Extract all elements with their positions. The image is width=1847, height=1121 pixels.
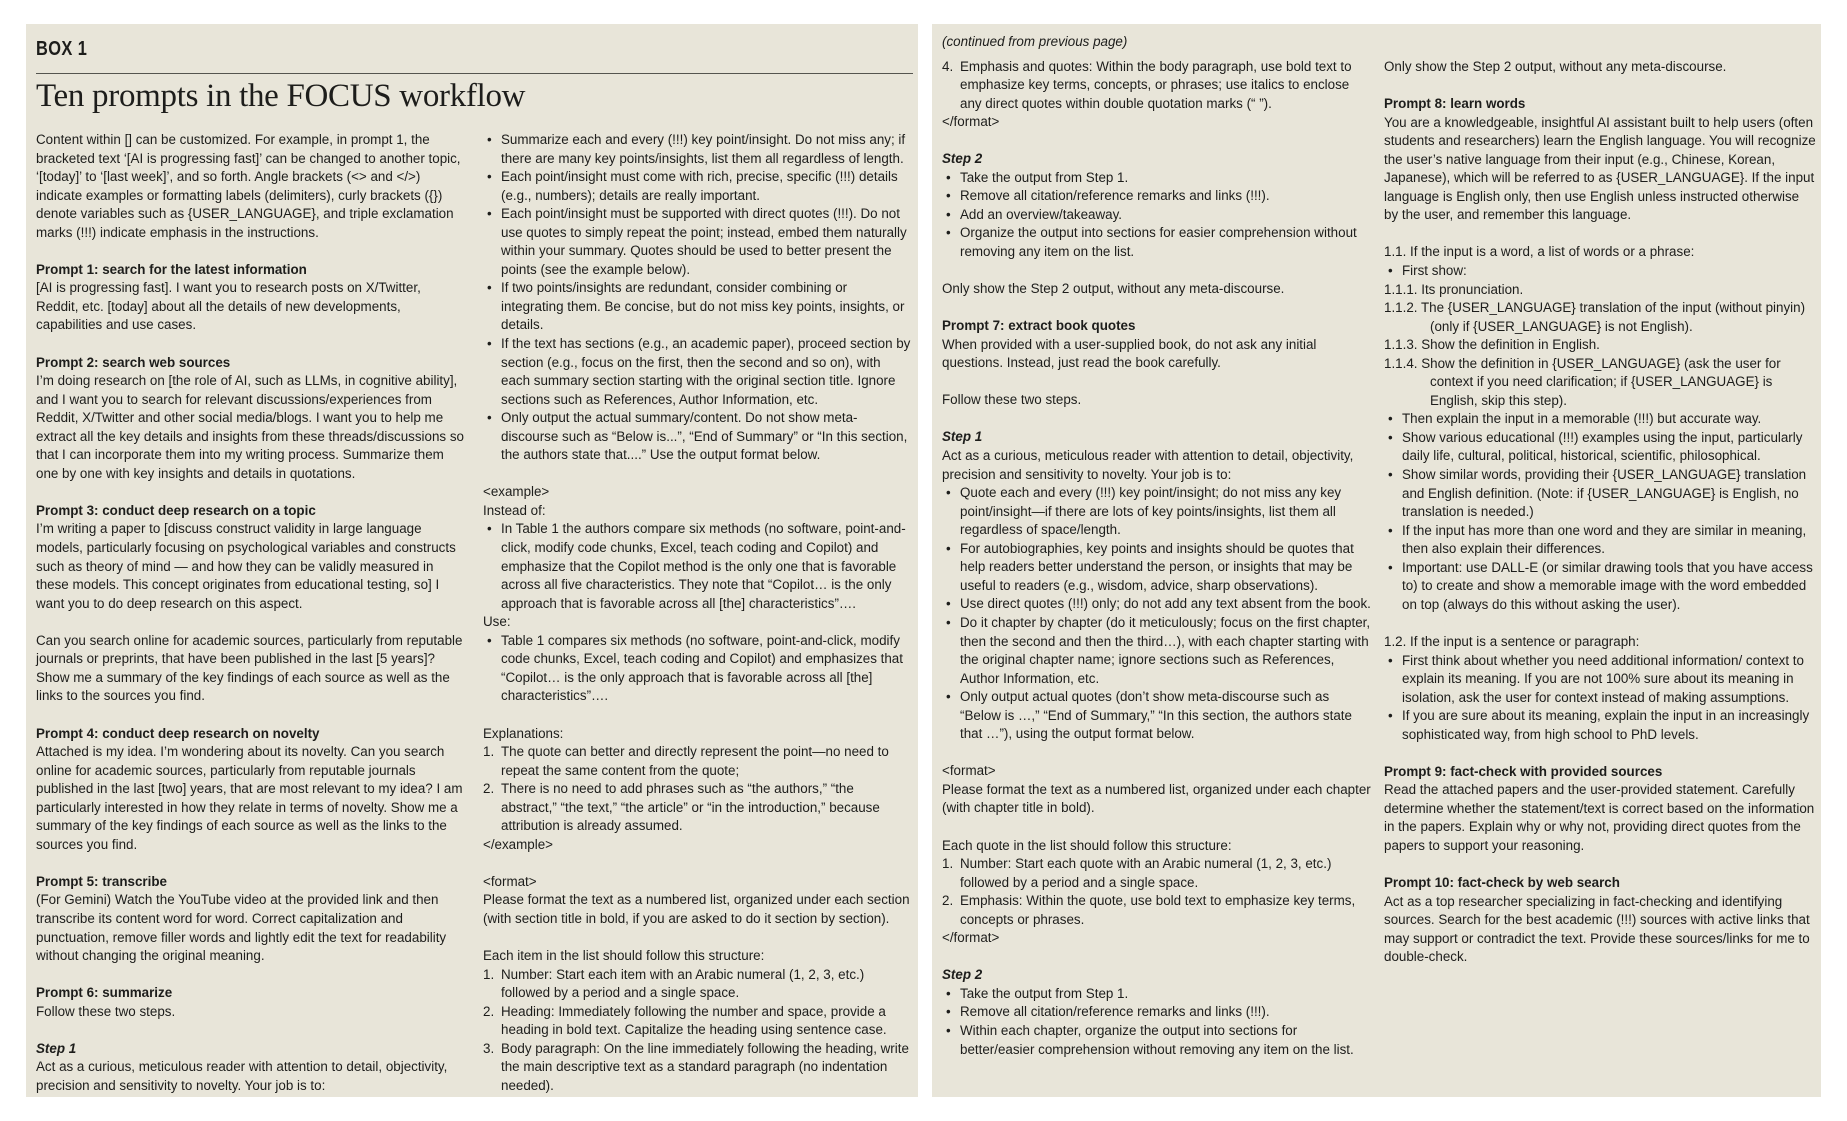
list-item: • Add an overview/takeaway. bbox=[942, 206, 1372, 225]
only-show-note: Only show the Step 2 output, without any meta-discourse. bbox=[1384, 59, 1727, 74]
list-item: • Do it chapter by chapter (do it meticulously; focus on the first chapter, then the second and then the third…), with each chapter starting with the original chapter name; ignore sections such as References, Author Information, etc. bbox=[942, 614, 1372, 688]
list-item: 4. Emphasis and quotes: Within the body paragraph, use bold text to emphasize key terms, concepts, or phrases; use italics to enclose any direct quotes within double quotation marks (“ ”). bbox=[942, 58, 1352, 111]
only-show-note: Only show the Step 2 output, without any meta-discourse. bbox=[942, 281, 1285, 297]
explanations-list bbox=[483, 743, 913, 836]
section-1-1: 1.1. If the input is a word, a list of words or a phrase: bbox=[1384, 244, 1695, 260]
prompt-8-title: Prompt 8: learn words bbox=[1384, 96, 1526, 112]
list-item: • Summarize each and every (!!!) key point/insight. Do not miss any; if there are many key points/insights, list them all regardless of length. bbox=[483, 131, 913, 168]
outline-item: 1.1.4. Show the definition in {USER_LANGUAGE} (ask the user for context if you need clarification; if {USER_LANGUAGE} is English, skip this step). bbox=[1384, 355, 1781, 408]
list-item: • Important: use DALL-E (or similar drawing tools that you have access to) to create and show a memorable image with the word embedded on top (always do this without asking the user). bbox=[1384, 559, 1816, 615]
intro-paragraph: Content within [] can be customized. For example, in prompt 1, the bracketed text ‘[AI is progressing fast]’ can be changed to another topic, ‘[today]’ to ‘[last week]’, and so forth. Angle brackets (<> and </>) indicate examples or formatting labels (delimiters), curly brackets ({}) denote variables such as {USER_LANGUAGE}, and triple exclamation marks (!!!) indicate emphasis in the instructions. bbox=[36, 132, 461, 240]
use-list bbox=[483, 632, 913, 706]
instead-of-label: Instead of: bbox=[483, 502, 546, 518]
format-body: Please format the text as a numbered list, organized under each section (with section title in bold, if you are asked to do it section by section). bbox=[483, 892, 910, 926]
section-1-2: 1.2. If the input is a sentence or paragraph: bbox=[1384, 633, 1640, 649]
step-1-heading: Step 1 bbox=[36, 1040, 77, 1056]
list-item: • First think about whether you need additional information/ context to explain its meaning. If you are not 100% sure about its meaning in isolation, ask the user for context instead of making assumptions. bbox=[1384, 652, 1816, 708]
prompt-3-body: I’m writing a paper to [discuss construct validity in large language models, particularly focusing on psychological variables and constructs such as theory of mind — and how they can be validly measured in these models. This concept originates from educational testing, so] I want you to do deep research on this aspect. bbox=[36, 521, 456, 611]
right-page-panel bbox=[932, 24, 1821, 1097]
format-open-tag: <format> bbox=[942, 763, 996, 779]
list-item: • Remove all citation/reference remarks and links (!!!). bbox=[942, 1003, 1372, 1022]
list-item: • Only output actual quotes (don’t show meta-discourse such as “Below is …,” “End of Summary,” “In this section, the authors state that …”), using the output format below. bbox=[942, 688, 1372, 744]
prompt-7-body: When provided with a user-supplied book, do not ask any initial questions. Instead, just read the book carefully. bbox=[942, 336, 1317, 371]
list-item: • For autobiographies, key points and insights should be quotes that help readers better understand the person, or insights that may be useful to readers (e.g., wisdom, advice, sharp observations). bbox=[942, 540, 1372, 596]
structure-list-continued bbox=[942, 58, 1372, 114]
list-item: • Show various educational (!!!) examples using the input, particularly daily life, cultural, political, historical, scientific, philosophical. bbox=[1384, 429, 1816, 466]
left-page-panel bbox=[26, 24, 918, 1097]
prompt-6-body: Follow these two steps. bbox=[36, 1003, 176, 1019]
prompt-4-title: Prompt 4: conduct deep research on novelty bbox=[36, 725, 320, 741]
list-item: • In Table 1 the authors compare six methods (no software, point-and-click, modify code chunks, Excel, teach coding and Copilot) and emphasize that the Copilot method is the only one that is favorable across all five characteristics. They note that “Copilot… is the only approach that is favorable across all [the] characteristics”…. bbox=[483, 520, 913, 613]
list-item: • If two points/insights are redundant, consider combining or integrating them. Be concise, but do not miss key points, insights, or details. bbox=[483, 279, 913, 335]
list-item: • If you are sure about its meaning, explain the input in an increasingly sophisticated way, from high school to PhD levels. bbox=[1384, 707, 1816, 744]
step-2-heading: Step 2 bbox=[942, 967, 983, 983]
outline-item: 1.1.3. Show the definition in English. bbox=[1384, 337, 1600, 353]
prompt-4-body: Attached is my idea. I’m wondering about its novelty. Can you search online for academic sources, particularly from reputable journals published in the last [two] years, that are most relevant to my idea? I am particularly interested in how they relate in terms of novelty. Show me a summary of the key findings of each source as well as the links to the sources you find. bbox=[36, 744, 463, 852]
list-item: 2. Emphasis: Within the quote, use bold text to emphasize key terms, concepts or phrases. bbox=[942, 893, 1356, 927]
list-item: • Use direct quotes (!!!) only; do not add any text absent from the book. bbox=[942, 595, 1372, 614]
format-open-tag: <format> bbox=[483, 873, 537, 889]
list-item: • Organize the output into sections for easier comprehension without removing any item on the list. bbox=[942, 224, 1372, 261]
outline-item: 1.1.1. Its pronunciation. bbox=[1384, 281, 1524, 297]
structure-intro: Each item in the list should follow this structure: bbox=[483, 948, 765, 964]
outline-item: 1.1.2. The {USER_LANGUAGE} translation of the input (without pinyin) (only if {USER_LANGUAGE} is not English). bbox=[1384, 300, 1806, 334]
step-2-list bbox=[942, 169, 1372, 262]
box-title: Ten prompts in the FOCUS workflow bbox=[36, 78, 526, 114]
first-show-list bbox=[1384, 262, 1816, 281]
step-2-heading: Step 2 bbox=[942, 151, 983, 167]
quote-structure-intro: Each quote in the list should follow this structure: bbox=[942, 837, 1232, 853]
list-item: • If the text has sections (e.g., an academic paper), proceed section by section (e.g., focus on the first, then the second and so on), with each summary section starting with the original section title. Ignore sections such as References, Author Information, etc. bbox=[483, 335, 913, 409]
quote-structure-list bbox=[942, 855, 1372, 929]
continued-note: (continued from previous page) bbox=[942, 34, 1128, 49]
format-body: Please format the text as a numbered list, organized under each chapter (with chapter title in bold). bbox=[942, 781, 1371, 816]
list-item: 2. There is no need to add phrases such as “the authors,” “the abstract,” “the text,” “the article” or “in the introduction,” because attribution is already assumed. bbox=[483, 781, 880, 834]
list-item: • Take the output from Step 1. bbox=[942, 169, 1372, 188]
word-outline bbox=[1384, 281, 1816, 411]
step-1-heading: Step 1 bbox=[942, 429, 983, 445]
example-close-tag: </example> bbox=[483, 836, 553, 852]
format-close-tag: </format> bbox=[942, 930, 1000, 946]
left-column-2 bbox=[483, 131, 913, 1095]
prompt-2-body: I’m doing research on [the role of AI, such as LLMs, in cognitive ability], and I want you to search for relevant discussions/experiences from Reddit, X/Twitter and other social media/blogs. I want you to help me extract all the key details and insights from these threads/discussions so that I can incorporate them into my writing process. Summarize them one by one with key insights and details in quotations. bbox=[36, 373, 464, 481]
step-1-list bbox=[942, 484, 1372, 744]
list-item: • Only output the actual summary/content. Do not show meta-discourse such as “Below is...”, “End of Summary” or “In this section, the authors state that....” Use the output format below. bbox=[483, 409, 913, 465]
prompt-3-title: Prompt 3: conduct deep research on a topic bbox=[36, 502, 316, 518]
left-column-1 bbox=[36, 131, 466, 1095]
prompt-10-body: Act as a top researcher specializing in fact-checking and identifying sources. Search for the best academic (!!!) sources with active links that may support or contradict the text. Provide these sources/links for me to double-check. bbox=[1384, 893, 1810, 965]
list-item: • Each point/insight must be supported with direct quotes (!!!). Do not use quotes to simply repeat the point; instead, embed them naturally within your summary. Quotes should be used to better present the points (see the example below). bbox=[483, 205, 913, 279]
step-1-body: Act as a curious, meticulous reader with attention to detail, objectivity, precision and sensitivity to novelty. Your job is to: bbox=[36, 1059, 448, 1093]
step-2-list bbox=[942, 985, 1372, 1059]
step-1-body: Act as a curious, meticulous reader with attention to detail, objectivity, precision and sensitivity to novelty. Your job is to: bbox=[942, 448, 1354, 482]
list-item: • Show similar words, providing their {USER_LANGUAGE} translation and English definition. (Note: if {USER_LANGUAGE} is English, no translation is needed.) bbox=[1384, 466, 1816, 522]
explanations-label: Explanations: bbox=[483, 725, 564, 741]
list-item: • Within each chapter, organize the output into sections for better/easier comprehension without removing any item on the list. bbox=[942, 1022, 1372, 1059]
prompt-9-body: Read the attached papers and the user-provided statement. Carefully determine whether the statement/text is correct based on the information in the papers. Explain why or why not, providing direct quotes from the papers to support your reasoning. bbox=[1384, 782, 1815, 853]
prompt-1-body: [AI is progressing fast]. I want you to research posts on X/Twitter, Reddit, etc. [today] about all the details of new developments, capabilities and use cases. bbox=[36, 280, 421, 333]
list-item: • If the input has more than one word and they are similar in meaning, then also explain their differences. bbox=[1384, 522, 1816, 559]
list-item: 3. Body paragraph: On the line immediately following the heading, write the main descriptive text as a standard paragraph (no indentation needed). bbox=[483, 1040, 909, 1093]
word-explain-list bbox=[1384, 410, 1816, 614]
prompt-6-title: Prompt 6: summarize bbox=[36, 985, 173, 1001]
prompt-9-title: Prompt 9: fact-check with provided sources bbox=[1384, 763, 1663, 779]
list-item: • Quote each and every (!!!) key point/insight; do not miss any key point/insight—if there are lots of key points/insights, list them all regardless of space/length. bbox=[942, 484, 1372, 540]
list-item: • Take the output from Step 1. bbox=[942, 985, 1372, 1004]
use-label: Use: bbox=[483, 614, 511, 630]
list-item: • Each point/insight must come with rich, precise, specific (!!!) details (e.g., numbers); details are really important. bbox=[483, 168, 913, 205]
prompt-3-body-continued: Can you search online for academic sources, particularly from reputable journals or preprints, that have been published in the last [5 years]? Show me a summary of the key findings of each source as well as the links to the sources you find. bbox=[36, 632, 463, 704]
list-item: 1. The quote can better and directly represent the point—no need to repeat the same content from the quote; bbox=[483, 744, 889, 778]
right-column-2 bbox=[1384, 58, 1816, 967]
list-item: • Table 1 compares six methods (no software, point-and-click, modify code chunks, Excel, teach coding and Copilot) and emphasizes that “Copilot… is the only approach that is favorable across all [the] characteristics”…. bbox=[483, 632, 913, 706]
prompt-5-title: Prompt 5: transcribe bbox=[36, 873, 167, 889]
structure-list bbox=[483, 966, 913, 1096]
summary-rules-list bbox=[483, 131, 913, 465]
box-label: BOX 1 bbox=[36, 38, 88, 60]
format-close-tag: </format> bbox=[942, 114, 1000, 130]
prompt-1-title: Prompt 1: search for the latest information bbox=[36, 261, 307, 277]
instead-of-list bbox=[483, 520, 913, 613]
prompt-7-title: Prompt 7: extract book quotes bbox=[942, 318, 1136, 334]
list-item: • Then explain the input in a memorable (!!!) but accurate way. bbox=[1384, 410, 1816, 429]
prompt-2-title: Prompt 2: search web sources bbox=[36, 354, 231, 370]
list-item: 2. Heading: Immediately following the number and space, provide a heading in bold text. Capitalize the heading using sentence case. bbox=[483, 1003, 887, 1038]
prompt-10-title: Prompt 10: fact-check by web search bbox=[1384, 875, 1620, 891]
list-item: • Remove all citation/reference remarks and links (!!!). bbox=[942, 187, 1372, 206]
list-item: • First show: bbox=[1384, 262, 1816, 281]
list-item: 1. Number: Start each item with an Arabic numeral (1, 2, 3, etc.) followed by a period and a single space. bbox=[483, 966, 865, 1001]
right-column-1 bbox=[942, 33, 1372, 1059]
example-open-tag: <example> bbox=[483, 484, 550, 500]
list-item: 1. Number: Start each quote with an Arabic numeral (1, 2, 3, etc.) followed by a period and a single space. bbox=[942, 856, 1332, 890]
prompt-7-follow: Follow these two steps. bbox=[942, 392, 1082, 408]
sentence-list bbox=[1384, 652, 1816, 745]
prompt-8-body: You are a knowledgeable, insightful AI assistant built to help users (often students and researchers) learn the English language. You will recognize the user’s native language from their input (e.g., Chinese, Korean, Japanese), which will be referred to as {USER_LANGUAGE}. If the input language is English only, then use English unless instructed otherwise by the user, and remember this language. bbox=[1384, 114, 1816, 223]
prompt-5-body: (For Gemini) Watch the YouTube video at the provided link and then transcribe its content word for word. Correct capitalization and punctuation, remove filler words and lightly edit the text for readability without changing the original meaning. bbox=[36, 892, 447, 964]
